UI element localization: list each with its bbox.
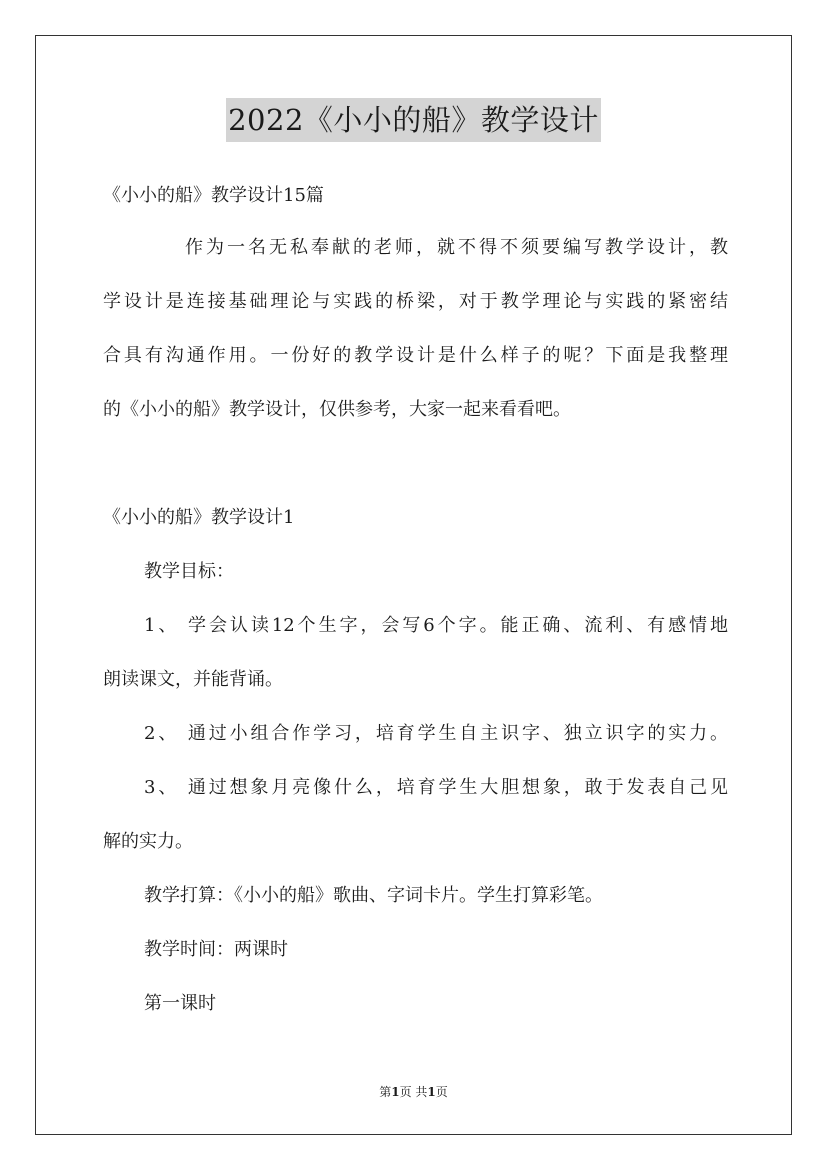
page-footer xyxy=(0,1084,827,1100)
goal-1-line-2: 朗读课文，并能背诵。 xyxy=(103,669,283,690)
goals-heading: 教学目标： xyxy=(144,561,234,582)
title-container xyxy=(0,98,827,142)
goal-3-line-1: 3、 通过想象月亮像什么，培育学生大胆想象，敢于发表自己见 xyxy=(144,777,728,798)
goal-2: 2、 通过小组合作学习，培育学生自主识字、独立识字的实力。 xyxy=(144,723,728,744)
teaching-time: 教学时间：两课时 xyxy=(144,939,288,960)
intro-line-3: 合具有沟通作用。一份好的教学设计是什么样子的呢？下面是我整理 xyxy=(103,345,728,366)
footer-page-total: 1 xyxy=(427,1085,436,1099)
footer-page-number: 1 xyxy=(391,1085,400,1099)
section-heading: 《小小的船》教学设计1 xyxy=(103,507,295,528)
goal-3-line-2: 解的实力。 xyxy=(103,831,193,852)
intro-line-4: 的《小小的船》教学设计，仅供参考，大家一起来看看吧。 xyxy=(103,399,571,420)
document-subtitle: 《小小的船》教学设计15篇 xyxy=(103,185,324,206)
lesson-heading: 第一课时 xyxy=(144,993,216,1014)
footer-suffix: 页 xyxy=(435,1085,448,1099)
footer-mid: 页 共 xyxy=(399,1085,428,1099)
intro-line-1: 作为一名无私奉献的老师，就不得不须要编写教学设计，教 xyxy=(185,237,728,258)
intro-line-2: 学设计是连接基础理论与实践的桥梁，对于教学理论与实践的紧密结 xyxy=(103,291,728,312)
document-title: 2022《小小的船》教学设计 xyxy=(226,98,601,142)
teaching-preparation: 教学打算：《小小的船》歌曲、字词卡片。学生打算彩笔。 xyxy=(144,885,603,906)
footer-prefix: 第 xyxy=(379,1085,392,1099)
goal-1-line-1: 1、 学会认读12个生字，会写6个字。能正确、流利、有感情地 xyxy=(144,615,728,636)
